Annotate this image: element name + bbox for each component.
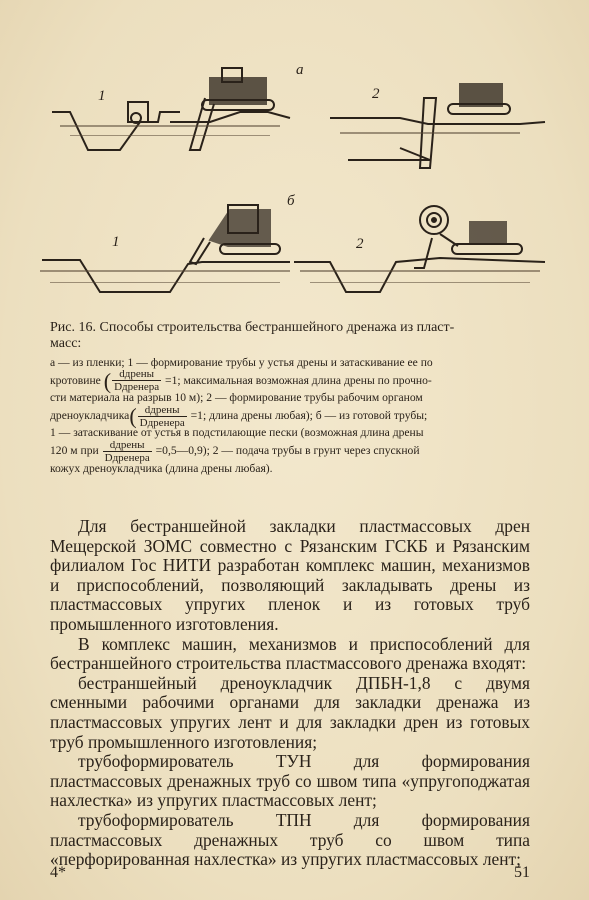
caption-title-cont: масс: bbox=[50, 336, 82, 351]
panel-b1-drawing bbox=[42, 205, 290, 292]
signature-mark: 4* bbox=[50, 864, 66, 881]
panel-b-label: б bbox=[287, 193, 295, 209]
panel-a1-drawing bbox=[52, 68, 290, 150]
fraction-numerator: dдрены bbox=[112, 368, 161, 381]
panel-a-label: а bbox=[296, 62, 304, 78]
panel-b2-label: 2 bbox=[356, 236, 364, 252]
caption-text: =1; максимальная возможная длина дрены по прочно- bbox=[165, 373, 432, 387]
caption-line-frac1: кротовине ( $\frac{\text{dдрены}}{\text{Dдренера}}$ =1; максимальная возможная длина дрены по прочно- bbox=[50, 367, 432, 394]
fraction-denominator: Dдренера bbox=[114, 381, 160, 394]
figure-drawing bbox=[0, 0, 589, 320]
caption-text: 120 м при bbox=[50, 443, 99, 457]
page-number: 51 bbox=[514, 864, 530, 881]
paragraph: В комплекс машин, механизмов и приспособлений для бестраншейного строительства пластмассового дренажа входят: bbox=[50, 633, 530, 674]
caption-line-frac2: дреноукладчика( $\frac{\text{dдрены}}{\text{Dдренера}}$ =1; длина дрены любая); б — из готовой трубы; bbox=[50, 403, 428, 429]
panel-a2-drawing bbox=[330, 84, 545, 168]
paragraph: бестраншейный дреноукладчик ДПБН-1,8 с двумя сменными рабочими органами для закладки дренажа из пластмассовых упругих лент и для закладки дрен из готовых труб промышленного изготовления; bbox=[50, 672, 530, 752]
fraction-denominator: Dдренера bbox=[104, 451, 150, 464]
panel-b1-label: 1 bbox=[112, 234, 120, 250]
caption-line: 1 — затаскивание от устья в подстилающие пески (возможная длина дрены bbox=[50, 426, 424, 440]
fraction-numerator: dдрены bbox=[103, 439, 152, 452]
fraction-denominator: Dдренера bbox=[139, 416, 185, 429]
caption-text: =1; длина дрены любая); б — из готовой трубы; bbox=[190, 408, 428, 422]
panel-a1-label: 1 bbox=[98, 88, 106, 104]
figure-16 bbox=[0, 0, 589, 320]
caption-line: а — из пленки; 1 — формирование трубы у устья дрены и затаскивание ее по bbox=[50, 356, 433, 369]
figure-caption bbox=[50, 320, 528, 477]
caption-text: кротовине bbox=[50, 373, 101, 387]
panel-a2-label: 2 bbox=[372, 86, 380, 102]
body-text bbox=[50, 517, 530, 870]
paragraph: Для бестраншейной закладки пластмассовых дрен Мещерской ЗОМС совместно с Рязанским ГСКБ и Рязанским филиалом Гос НИТИ разработан комплекс машин, механизмов и приспособлений, позволяющий закладывать дрены из пластмассовых упругих пленок и из готовых труб промышленного изготовления. bbox=[50, 516, 530, 634]
paragraph: трубоформирователь ТПН для формирования пластмассовых дренажных труб со швом типа «перфорированная нахлестка» из упругих пластмассовых лент; bbox=[50, 809, 530, 870]
caption-line: кожух дреноукладчика (длина дрены любая). bbox=[50, 461, 273, 475]
panel-b2-drawing bbox=[294, 206, 545, 292]
caption-title: Рис. 16. Способы строительства бестраншейного дренажа из пласт- bbox=[50, 320, 455, 335]
caption-line-frac3 bbox=[50, 438, 528, 464]
caption-text: =0,5—0,9); 2 — подача трубы в грунт через спускной bbox=[155, 443, 420, 457]
caption-text: дреноукладчика bbox=[50, 408, 130, 422]
fraction-numerator: dдрены bbox=[138, 404, 187, 417]
caption-line: сти материала на разрыв 10 м); 2 — формирование трубы рабочим органом bbox=[50, 391, 423, 405]
paragraph: трубоформирователь ТУН для формирования пластмассовых дренажных труб со швом типа «упругоподжатая нахлестка» из упругих пластмассовых лент; bbox=[50, 751, 530, 811]
